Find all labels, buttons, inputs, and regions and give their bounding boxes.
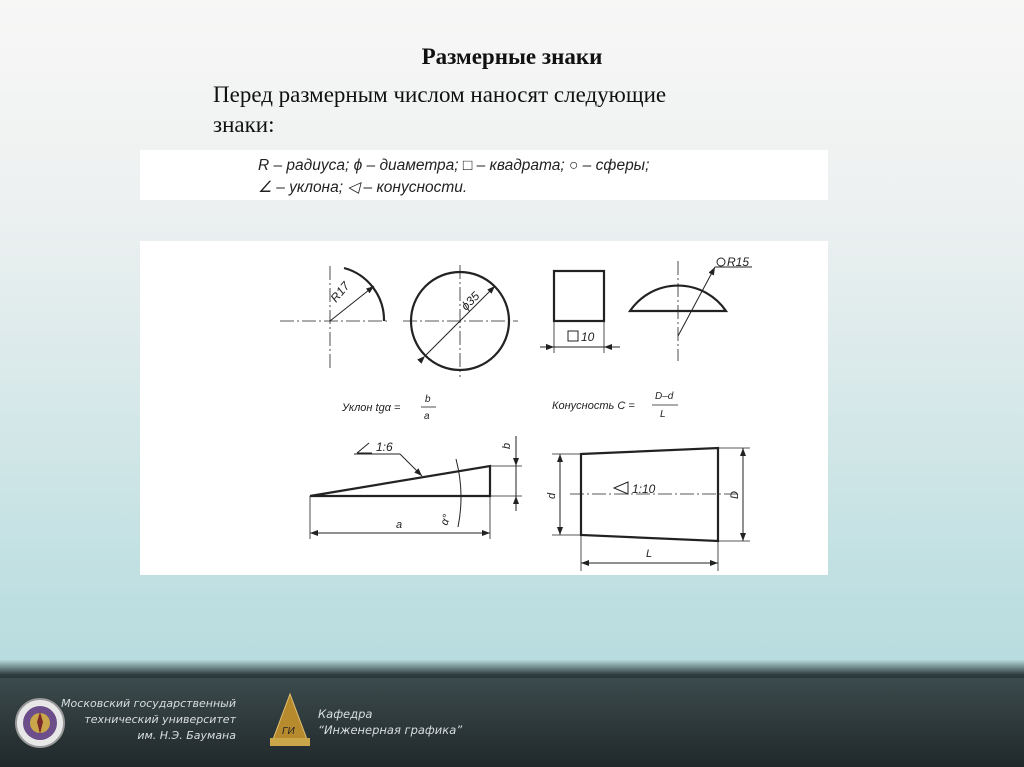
- university-name: [60, 696, 236, 744]
- university-emblem-icon: [15, 698, 65, 748]
- radius-example: [280, 266, 390, 371]
- diameter-example: [403, 265, 518, 377]
- symbols-line-1: R – радиуса; ϕ – диаметра; □ – квадрата; ○ – сферы;: [258, 157, 650, 174]
- svg-text:L: L: [660, 409, 666, 420]
- department-line-1: Кафедра: [318, 707, 373, 721]
- taper-formula: [552, 391, 678, 420]
- intro-text: [213, 80, 813, 140]
- svg-text:b: b: [425, 394, 431, 405]
- slope-value: 1:6: [376, 440, 393, 454]
- dim-alpha-label: α°: [438, 512, 454, 528]
- taper-value: 1:10: [632, 482, 656, 496]
- slide-title: Размерные знаки: [421, 44, 603, 69]
- symbols-legend: [140, 150, 828, 200]
- svg-text:a: a: [424, 411, 430, 422]
- svg-text:Уклон tgα =: Уклон tgα =: [342, 402, 401, 414]
- dimension-drawing: [140, 241, 828, 575]
- university-line-2: технический университет: [84, 713, 236, 726]
- slope-formula: [341, 394, 436, 422]
- university-line-3: им. Н.Э. Баумана: [137, 729, 236, 742]
- department-name: [318, 706, 462, 738]
- department-line-2: “Инженерная графика”: [318, 723, 463, 737]
- dim-d-label: d: [546, 492, 558, 499]
- department-logo-icon: [268, 692, 312, 755]
- sphere-example: [630, 258, 752, 361]
- dim-D-label: D: [729, 491, 741, 499]
- diameter-label: ϕ35: [458, 289, 483, 314]
- svg-text:Конусность C =: Конусность C =: [552, 400, 635, 412]
- dim-b-label: b: [501, 442, 513, 449]
- footer: [0, 678, 1024, 767]
- intro-line-1: Перед размерным числом наносят следующие: [213, 82, 667, 107]
- svg-text:D–d: D–d: [655, 391, 674, 402]
- university-line-1: Московский государственный: [61, 697, 236, 710]
- slope-wedge: [310, 436, 522, 539]
- dim-a-label: a: [396, 519, 403, 531]
- symbols-line-2: ∠ – уклона; ◁ – конусности.: [258, 179, 468, 196]
- intro-line-2: знаки:: [213, 112, 275, 137]
- square-label: 10: [581, 330, 595, 344]
- square-example: [540, 271, 620, 353]
- radius-label: R17: [327, 279, 353, 305]
- svg-text:ГИ: ГИ: [282, 726, 295, 737]
- sphere-label: R15: [727, 255, 750, 269]
- dim-L-label: L: [646, 548, 653, 560]
